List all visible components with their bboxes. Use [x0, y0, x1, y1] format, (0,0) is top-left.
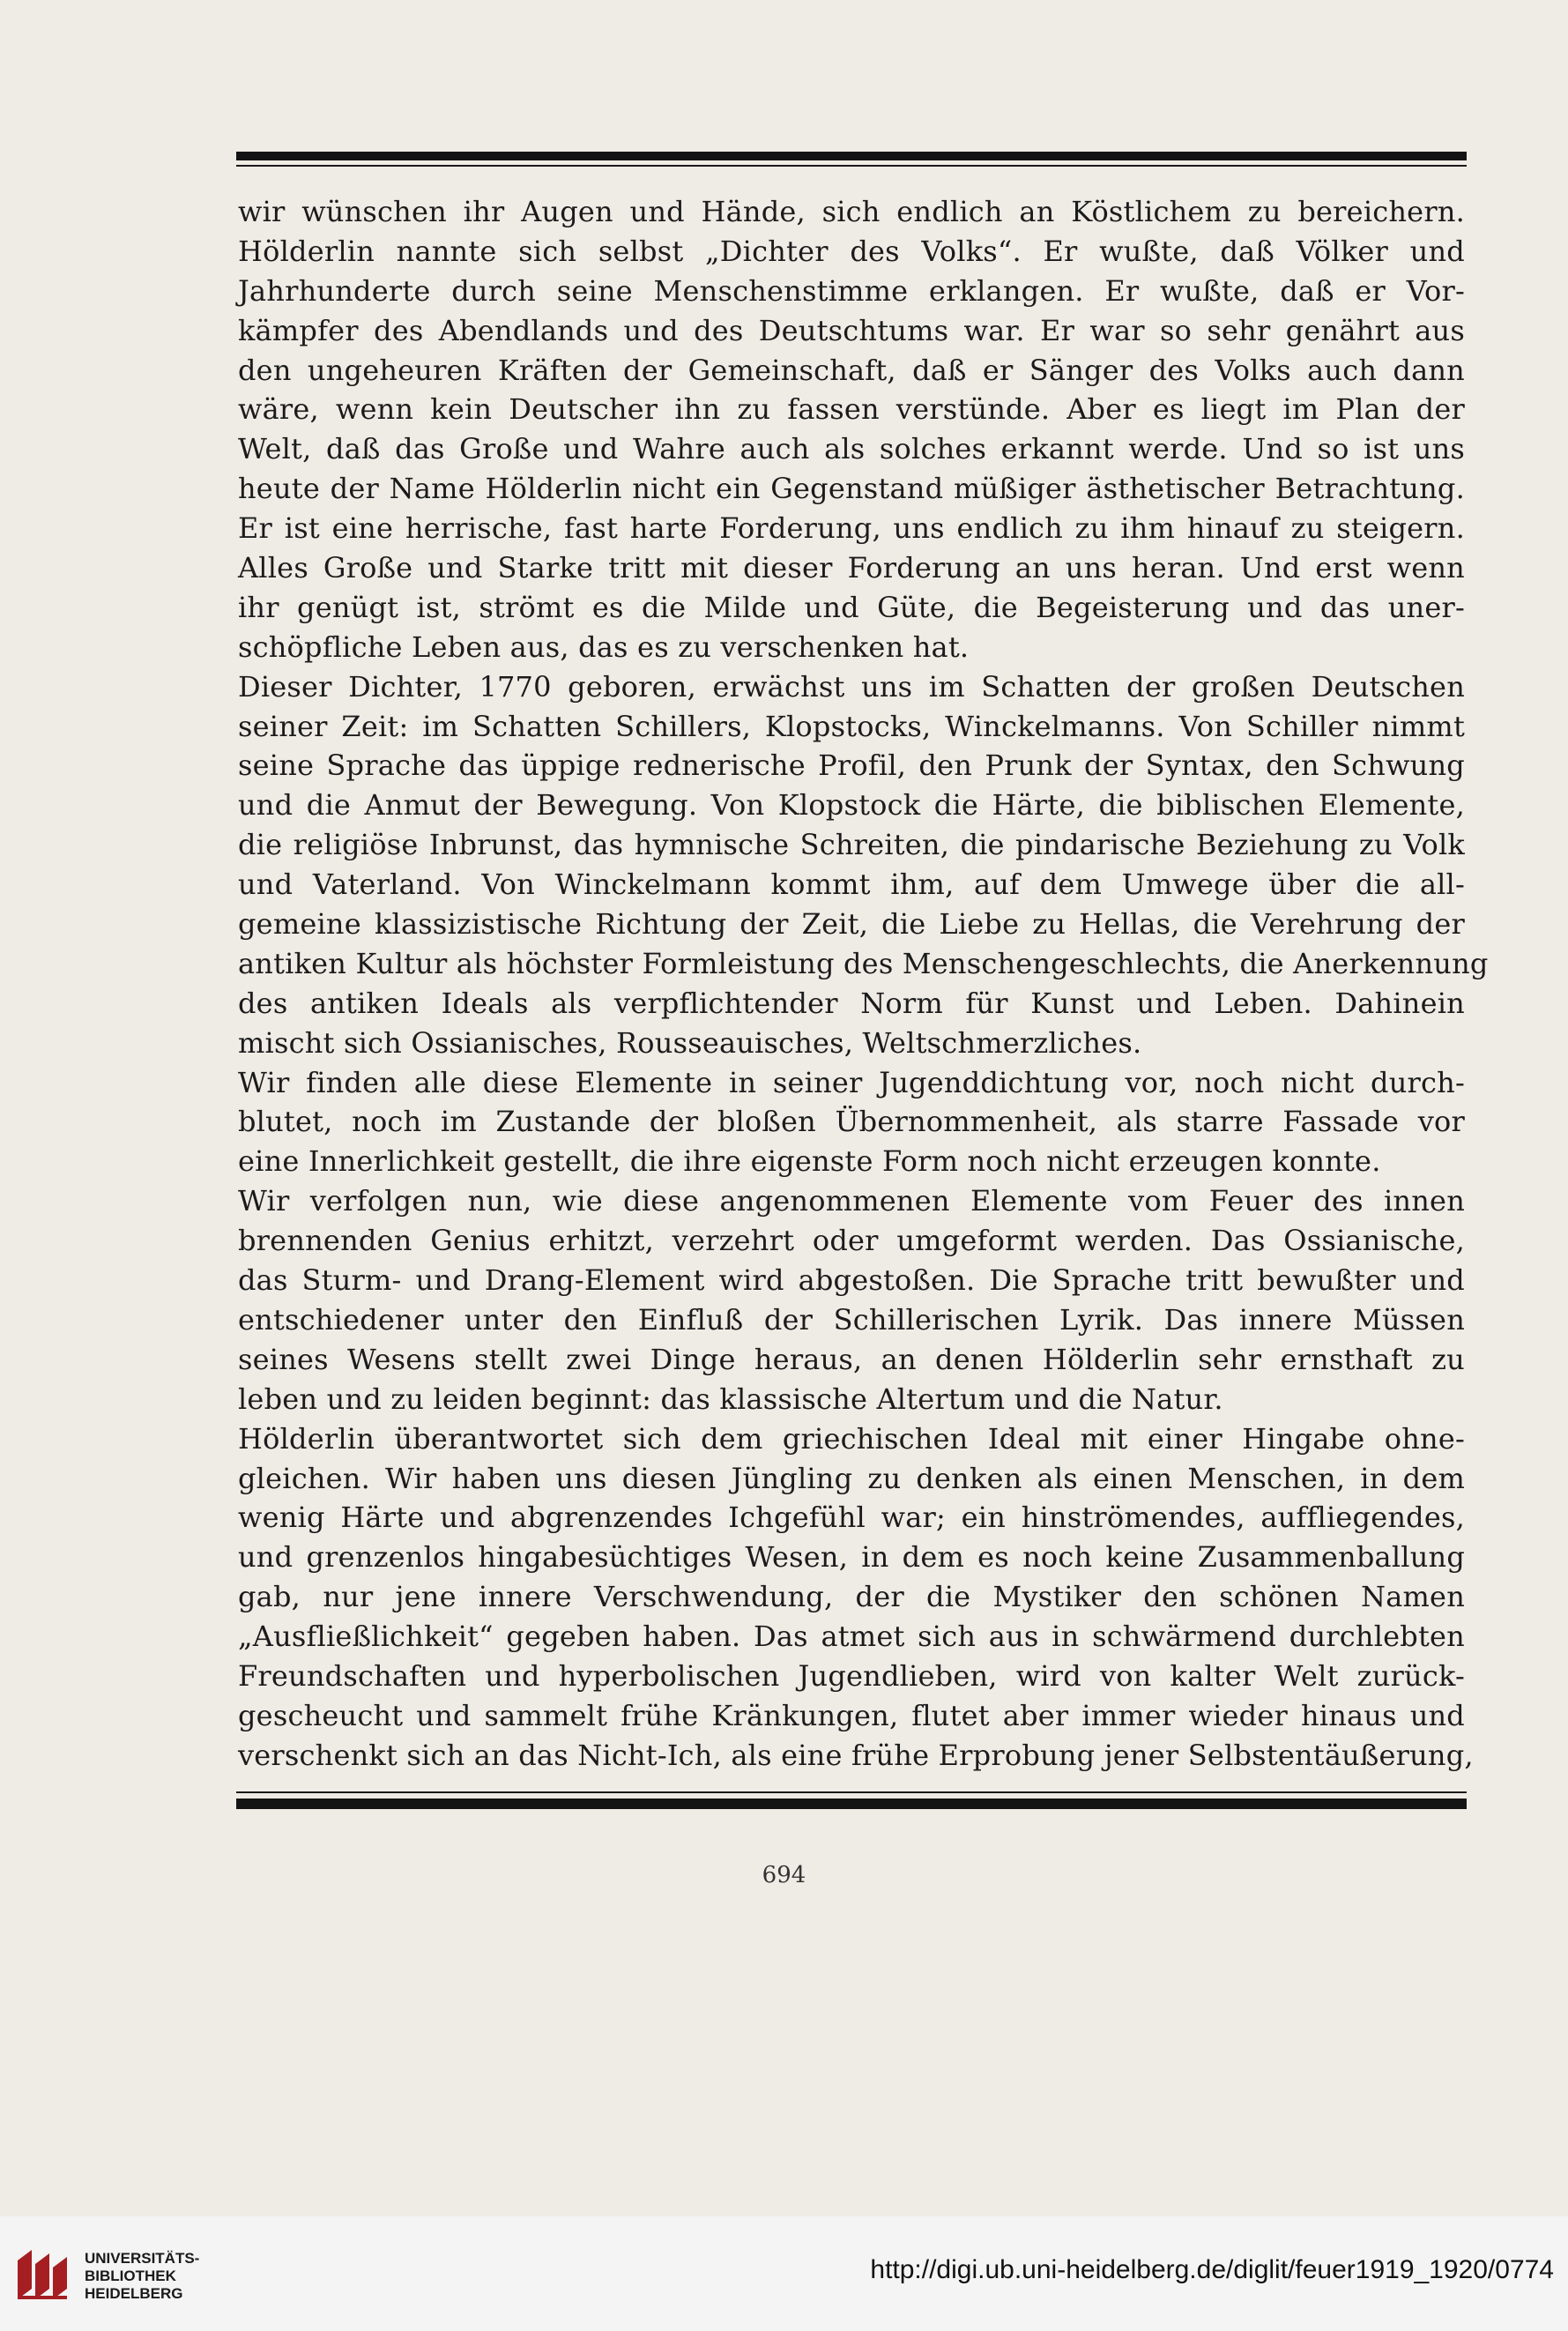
- text-line: Freundschaften und hyperbolischen Jugendlieben, wird von kalter Welt zurück-: [238, 1658, 1465, 1693]
- top-decorative-rule: [236, 152, 1467, 171]
- text-line: Hölderlin nannte sich selbst „Dichter des Volks“. Er wußte, daß Völker und: [238, 234, 1465, 268]
- bottom-rule-thin: [236, 1791, 1467, 1793]
- bottom-rule-thick: [236, 1799, 1467, 1809]
- text-line: „Ausfließlichkeit“ gegeben haben. Das atmet sich aus in schwärmend durchlebten: [238, 1620, 1465, 1654]
- text-line: antiken Kultur als höchster Formleistung des Menschengeschlechts, die Anerkennung: [238, 946, 1489, 980]
- viewer-footer: [0, 2216, 1568, 2331]
- text-line: entschiedener unter den Einfluß der Schillerischen Lyrik. Das innere Müssen: [238, 1302, 1465, 1337]
- text-line: wäre, wenn kein Deutscher ihn zu fassen verstünde. Aber es liegt im Plan der: [238, 392, 1465, 427]
- library-name[interactable]: [85, 2250, 199, 2303]
- text-line: ihr genügt ist, strömt es die Milde und Güte, die Begeisterung und das uner-: [238, 590, 1465, 624]
- text-line: kämpfer des Abendlands und des Deutschtums war. Er war so sehr genährt aus: [238, 313, 1465, 347]
- top-rule-thick: [236, 152, 1467, 160]
- text-line: Wir verfolgen nun, wie diese angenommenen Elemente vom Feuer des innen: [238, 1184, 1465, 1218]
- text-line: und grenzenlos hingabesüchtiges Wesen, in dem es noch keine Zusammenballung: [238, 1540, 1465, 1575]
- library-name-line1: UNIVERSITÄTS-: [85, 2250, 200, 2267]
- text-line: gescheucht und sammelt frühe Kränkungen, flutet aber immer wieder hinaus und: [238, 1698, 1465, 1732]
- text-line: seine Sprache das üppige rednerische Profil, den Prunk der Syntax, den Schwung: [238, 748, 1465, 783]
- text-line: wir wünschen ihr Augen und Hände, sich endlich an Köstlichem zu bereichern.: [238, 195, 1465, 228]
- text-line: mischt sich Ossianisches, Rousseauisches, Weltschmerzliches.: [238, 1025, 1142, 1060]
- text-line: Wir finden alle diese Elemente in seiner Jugenddichtung vor, noch nicht durch-: [238, 1065, 1465, 1099]
- text-line: eine Innerlichkeit gestellt, die ihre eigenste Form noch nicht erzeugen konnte.: [238, 1144, 1381, 1179]
- text-line: gleichen. Wir haben uns diesen Jüngling zu denken als einen Menschen, in dem: [238, 1461, 1465, 1495]
- text-line: schöpfliche Leben aus, das es zu verschenken hat.: [238, 629, 970, 664]
- top-rule-thin: [236, 165, 1467, 167]
- text-line: Dieser Dichter, 1770 geboren, erwächst uns im Schatten der großen Deutschen: [238, 669, 1465, 704]
- text-line: leben und zu leiden beginnt: das klassische Altertum und die Natur.: [238, 1381, 1223, 1416]
- text-line: brennenden Genius erhitzt, verzehrt oder umgeformt werden. Das Ossianische,: [238, 1224, 1465, 1258]
- permalink-url[interactable]: http://digi.ub.uni-heidelberg.de/diglit/feuer1919_1920/0774: [870, 2255, 1554, 2284]
- text-line: des antiken Ideals als verpflichtender Norm für Kunst und Leben. Dahinein: [238, 986, 1465, 1020]
- text-line: heute der Name Hölderlin nicht ein Gegenstand müßiger ästhetischer Betrachtung.: [238, 472, 1465, 506]
- library-name-line3: HEIDELBERG: [85, 2285, 183, 2302]
- text-line: seines Wesens stellt zwei Dinge heraus, an denen Hölderlin sehr ernsthaft zu: [238, 1342, 1465, 1376]
- text-line: wenig Härte und abgrenzendes Ichgefühl war; ein hinströmendes, auffliegendes,: [238, 1501, 1465, 1535]
- text-line: Jahrhunderte durch seine Menschenstimme erklangen. Er wußte, daß er Vor-: [238, 273, 1465, 308]
- page-number: 694: [762, 1862, 806, 1888]
- text-line: Hölderlin überantwortet sich dem griechischen Ideal mit einer Hingabe ohne-: [238, 1421, 1465, 1456]
- text-line: Alles Große und Starke tritt mit dieser Forderung an uns heran. Und erst wenn: [238, 551, 1465, 585]
- text-line: verschenkt sich an das Nicht-Ich, als eine frühe Erprobung jener Selbstentäußerung,: [238, 1738, 1474, 1772]
- bottom-decorative-rule: [236, 1791, 1467, 1823]
- text-line: das Sturm- und Drang-Element wird abgestoßen. Die Sprache tritt bewußter und: [238, 1263, 1465, 1298]
- text-line: die religiöse Inbrunst, das hymnische Schreiten, die pindarische Beziehung zu Volk: [238, 828, 1465, 862]
- text-line: und Vaterland. Von Winckelmann kommt ihm, auf dem Umwege über die all-: [238, 868, 1465, 902]
- library-name-line2: BIBLIOTHEK: [85, 2268, 176, 2284]
- text-line: seiner Zeit: im Schatten Schillers, Klopstocks, Winckelmanns. Von Schiller nimmt: [238, 709, 1465, 743]
- text-line: den ungeheuren Kräften der Gemeinschaft, daß er Sänger des Volks auch dann: [238, 353, 1465, 387]
- text-line: und die Anmut der Bewegung. Von Klopstock die Härte, die biblischen Elemente,: [238, 788, 1465, 823]
- text-line: blutet, noch im Zustande der bloßen Übernommenheit, als starre Fassade vor: [238, 1105, 1465, 1139]
- text-line: Welt, daß das Große und Wahre auch als solches erkannt werde. Und so ist uns: [238, 432, 1465, 466]
- text-line: gemeine klassizistische Richtung der Zeit, die Liebe zu Hellas, die Verehrung der: [238, 907, 1465, 942]
- body-text: [238, 192, 1489, 1776]
- text-line: gab, nur jene innere Verschwendung, der die Mystiker den schönen Namen: [238, 1580, 1465, 1614]
- text-line: Er ist eine herrische, fast harte Forderung, uns endlich zu ihm hinauf zu steigern.: [238, 511, 1465, 546]
- university-library-logo-icon[interactable]: [12, 2243, 74, 2305]
